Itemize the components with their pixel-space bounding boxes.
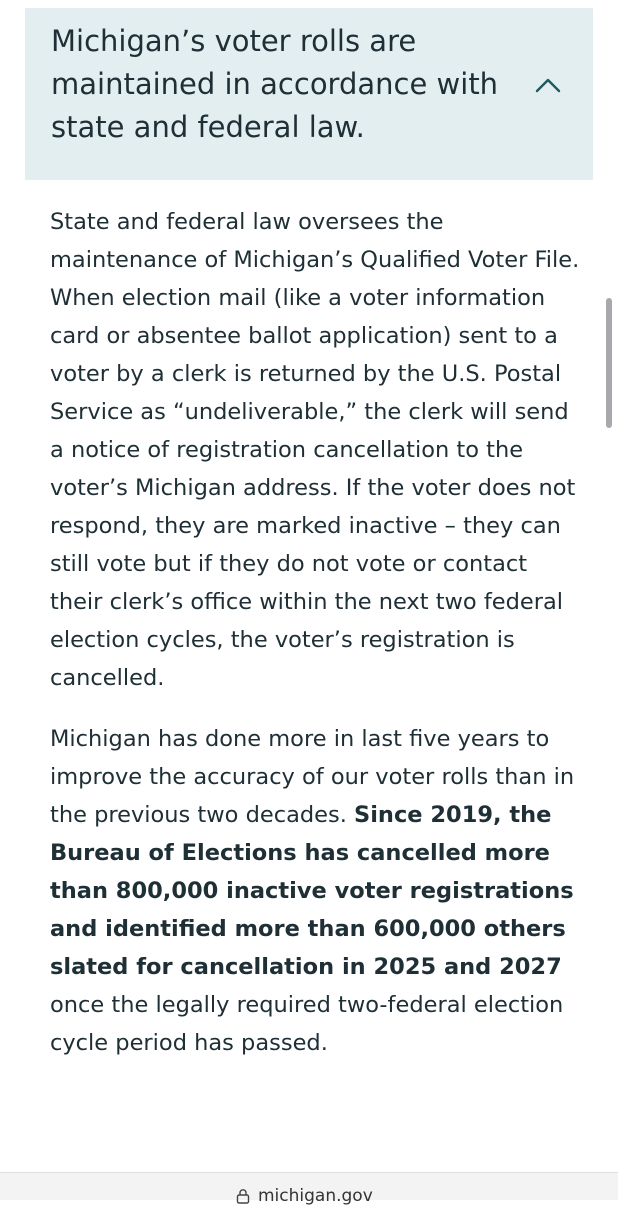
url-display[interactable]	[236, 1186, 373, 1206]
content-paragraph-2	[50, 720, 580, 1062]
paragraph-2-lead: Michigan has done more in last five years to improve the accuracy of our voter rolls than in the previous two decades.	[50, 726, 575, 828]
scrollbar-thumb[interactable]	[606, 298, 612, 428]
chevron-up-icon[interactable]	[533, 70, 563, 100]
accordion-title: Michigan’s voter rolls are maintained in accordance with state and federal law.	[51, 24, 499, 144]
lock-icon	[236, 1188, 250, 1204]
accordion-header[interactable]	[25, 8, 593, 180]
url-text: michigan.gov	[258, 1186, 373, 1206]
browser-address-bar[interactable]	[0, 1172, 618, 1206]
content-paragraph-1: State and federal law oversees the maintenance of Michigan’s Qualified Voter File. When election mail (like a voter information card or absentee ballot application) sent to a voter by a clerk is returned by the U.S. Postal Service as “undeliverable,” the clerk will send a notice of registration cancellation to the voter’s Michigan address. If the voter does not respond, they are marked inactive – they can still vote but if they do not vote or contact their clerk’s office within the next two federal election cycles, the voter’s registration is cancelled.	[50, 209, 580, 691]
paragraph-2-bold: Since 2019, the Bureau of Elections has cancelled more than 800,000 inactive voter registrations and identified more than 600,000 others slated for cancellation in 2025 and 2027	[50, 802, 574, 980]
paragraph-2-tail: once the legally required two-federal election cycle period has passed.	[50, 992, 564, 1056]
accordion-content	[50, 203, 580, 1085]
